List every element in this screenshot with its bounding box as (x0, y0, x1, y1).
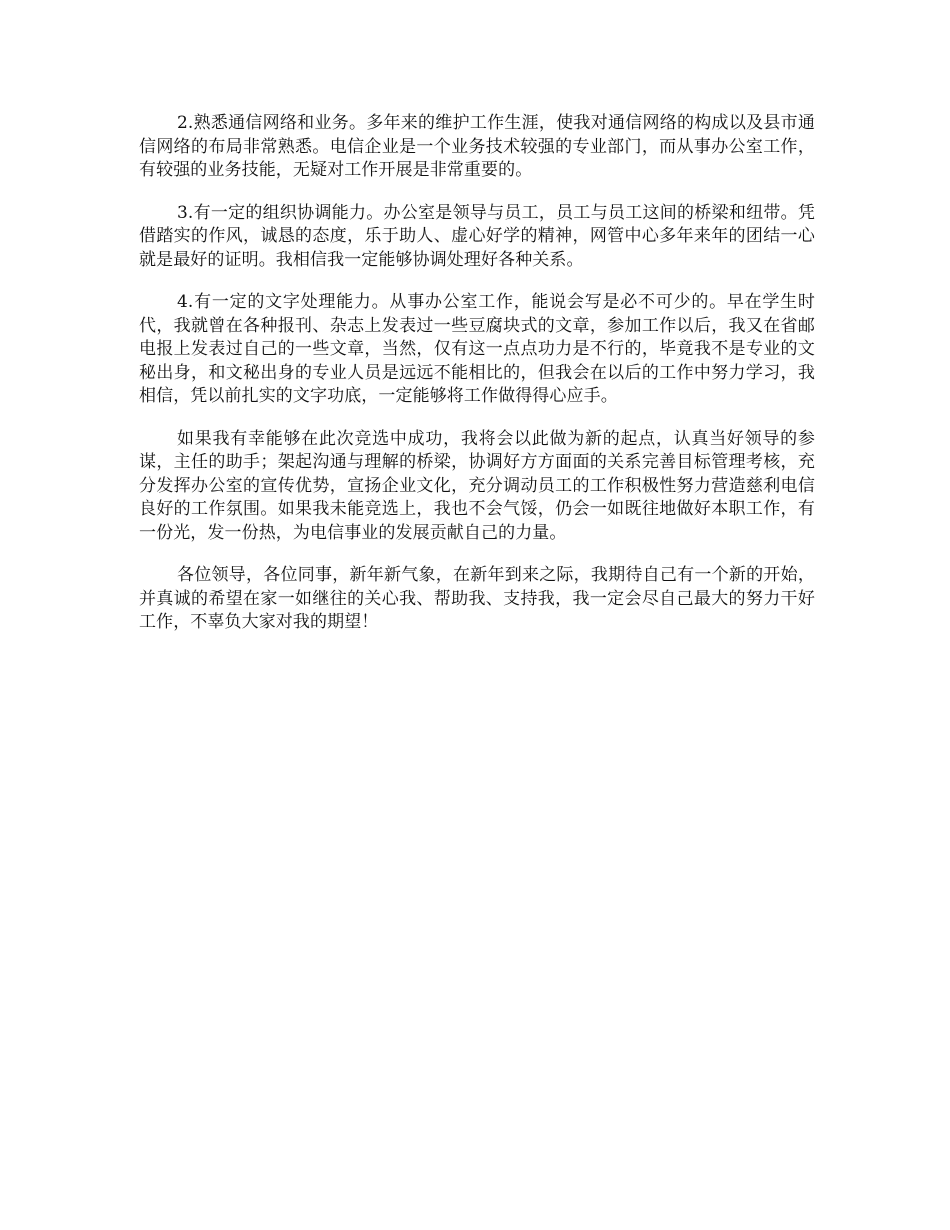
paragraph-point-2: 2.熟悉通信网络和业务。多年来的维护工作生涯，使我对通信网络的构成以及县市通信网络的布局非常熟悉。电信企业是一个业务技术较强的专业部门，而从事办公室工作，有较强的业务技能，无疑对工作开展是非常重要的。 (139, 113, 815, 180)
paragraph-point-3: 3.有一定的组织协调能力。办公室是领导与员工，员工与员工这间的桥梁和纽带。凭借踏实的作风，诚恳的态度，乐于助人、虚心好学的精神，网管中心多年来年的团结一心就是最好的证明。我相信我一定能够协调处理好各种关系。 (139, 202, 815, 270)
paragraph-closing: 各位领导，各位同事，新年新气象，在新年到来之际，我期待自己有一个新的开始，并真诚的希望在家一如继往的关心我、帮助我、支持我，我一定会尽自己最大的努力干好工作，不辜负大家对我的期望！ (139, 565, 815, 632)
paragraph-point-4: 4.有一定的文字处理能力。从事办公室工作，能说会写是必不可少的。早在学生时代，我就曾在各种报刊、杂志上发表过一些豆腐块式的文章，参加工作以后，我又在省邮电报上发表过自己的一些文章，当然，仅有这一点点功力是不行的，毕竟我不是专业的文秘出身，和文秘出身的专业人员是远远不能相比的，但我会在以后的工作中努力学习，我相信，凭以前扎实的文字功底，一定能够将工作做得得心应手。 (139, 292, 815, 406)
document-body (139, 112, 815, 654)
paragraph-commitment: 如果我有幸能够在此次竞选中成功，我将会以此做为新的起点，认真当好领导的参谋，主任的助手；架起沟通与理解的桥梁，协调好方方面面的关系完善目标管理考核，充分发挥办公室的宣传优势，宣扬企业文化，充分调动员工的工作积极性努力营造慈利电信良好的工作氛围。如果我未能竞选上，我也不会气馁，仍会一如既往地做好本职工作，有一份光，发一份热，为电信事业的发展贡献自己的力量。 (139, 428, 815, 543)
